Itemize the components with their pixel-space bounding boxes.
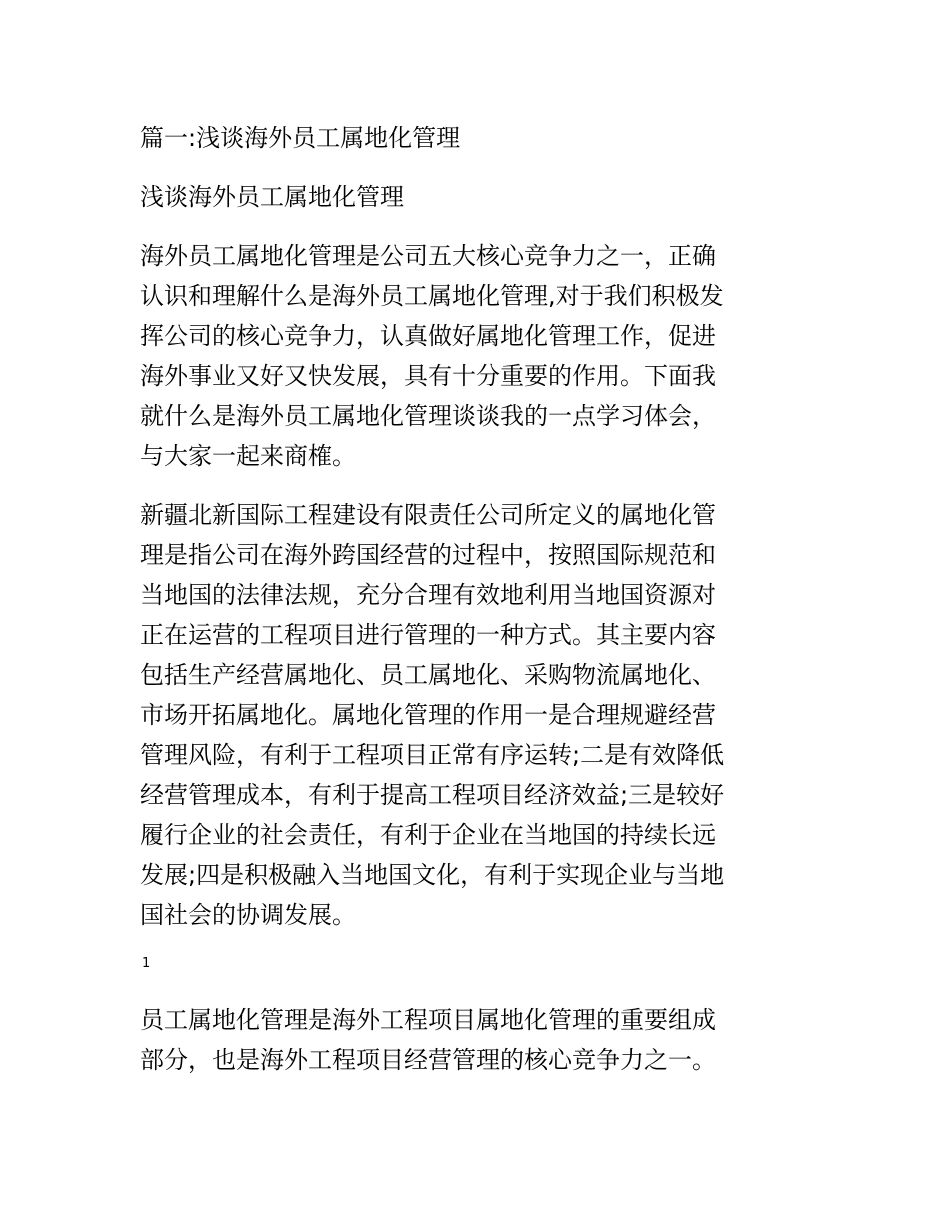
text-line: 就什么是海外员工属地化管理谈谈我的一点学习体会，: [140, 402, 716, 430]
document-body: [140, 118, 812, 1099]
text-line: 履行企业的社会责任，有利于企业在当地国的持续长远: [140, 821, 716, 849]
text-line: 与大家一起来商榷。: [140, 442, 356, 470]
section-title: 篇一:浅谈海外员工属地化管理: [140, 124, 461, 152]
paragraph-intro: [140, 236, 812, 476]
text-line: 正在运营的工程项目进行管理的一种方式。其主要内容: [140, 621, 716, 649]
text-line: 新疆北新国际工程建设有限责任公司所定义的属地化管: [140, 501, 716, 529]
text-line: 市场开拓属地化。属地化管理的作用一是合理规避经营: [140, 701, 716, 729]
text-line: 海外事业又好又快发展，具有十分重要的作用。下面我: [140, 362, 716, 390]
text-line: 当地国的法律法规，充分合理有效地利用当地国资源对: [140, 581, 716, 609]
text-line: 海外员工属地化管理是公司五大核心竞争力之一，正确: [140, 242, 716, 270]
text-line: 理是指公司在海外跨国经营的过程中，按照国际规范和: [140, 541, 716, 569]
text-line: 认识和理解什么是海外员工属地化管理,对于我们积极发: [140, 282, 724, 310]
text-line: 员工属地化管理是海外工程项目属地化管理的重要组成: [140, 1006, 716, 1034]
page-number: 1: [142, 956, 151, 971]
text-line: 包括生产经营属地化、员工属地化、采购物流属地化、: [140, 661, 716, 689]
article-title: 浅谈海外员工属地化管理: [140, 183, 404, 211]
paragraph-definition: [140, 495, 812, 935]
paragraph-employee-localization: [140, 1000, 812, 1080]
text-line: 管理风险，有利于工程项目正常有序运转;二是有效降低: [140, 741, 725, 769]
text-line: 国社会的协调发展。: [140, 901, 356, 929]
text-line: 部分，也是海外工程项目经营管理的核心竞争力之一。: [140, 1046, 716, 1074]
text-line: 发展;四是积极融入当地国文化，有利于实现企业与当地: [140, 861, 725, 889]
text-line: 经营管理成本，有利于提高工程项目经济效益;三是较好: [140, 781, 725, 809]
text-line: 挥公司的核心竞争力，认真做好属地化管理工作，促进: [140, 322, 716, 350]
